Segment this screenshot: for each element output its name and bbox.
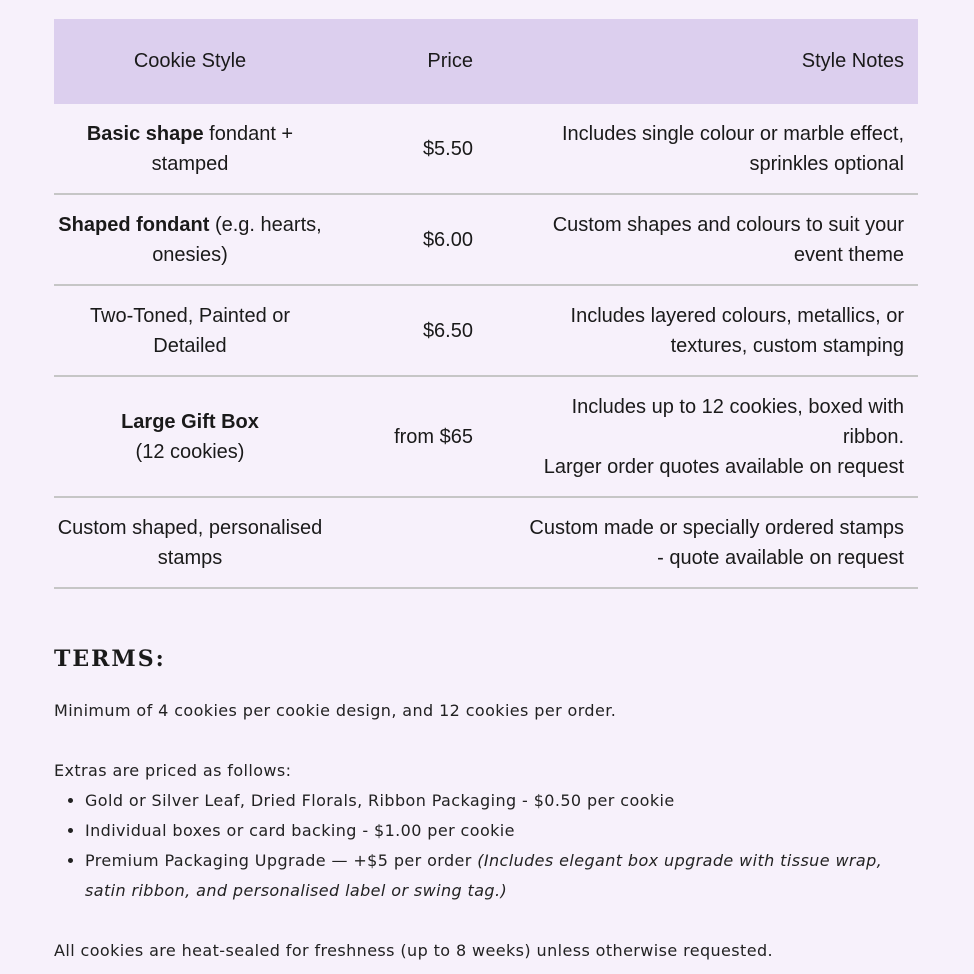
table-header <box>54 19 918 104</box>
notes-line: Custom made or specially ordered stamps <box>529 516 904 539</box>
cookie-style-bold: Basic shape <box>86 122 204 145</box>
style-notes-cell <box>473 392 918 482</box>
extras-list <box>54 786 914 906</box>
extra-text: Individual boxes or card backing - $1.00 per cookie <box>85 821 515 840</box>
notes-line: ribbon. <box>842 425 904 448</box>
minimum-order-text: Minimum of 4 cookies per cookie design, and 12 cookies per order. <box>54 701 617 720</box>
extra-note: (Includes elegant box upgrade with tissue wrap, satin ribbon, and personalised label or swing tag.) <box>85 851 883 900</box>
cookie-style-text: Two-Toned, Painted or Detailed <box>89 304 291 357</box>
price-cell: $5.50 <box>422 137 473 160</box>
table-row <box>54 195 918 286</box>
cookie-style-bold: Large Gift Box <box>121 410 259 433</box>
cookie-style-cell <box>54 513 326 573</box>
cookie-style-text: Custom shaped, personalised stamps <box>57 516 323 569</box>
header-style-notes: Style Notes <box>801 50 904 72</box>
table-row <box>54 498 918 589</box>
notes-line: Includes up to 12 cookies, boxed with <box>571 395 904 418</box>
cookie-style-bold: Shaped fondant <box>58 213 210 236</box>
list-item <box>85 816 914 846</box>
freshness-note: All cookies are heat-sealed for freshness (up to 8 weeks) unless otherwise requested. <box>54 941 773 960</box>
cookie-style-cell <box>54 210 326 270</box>
notes-line: Custom shapes and colours to suit your <box>552 213 904 236</box>
cookie-style-text: fondant + stamped <box>151 122 294 175</box>
notes-line: event theme <box>793 243 904 266</box>
list-item <box>85 786 914 816</box>
notes-line: Larger order quotes available on request <box>543 455 904 478</box>
cookie-style-text: (12 cookies) <box>135 440 245 463</box>
notes-line: textures, custom stamping <box>670 334 904 357</box>
pricing-table <box>54 19 918 589</box>
header-cookie-style: Cookie Style <box>133 50 247 72</box>
extras-intro: Extras are priced as follows: <box>54 761 292 780</box>
price-cell: from $65 <box>394 425 473 448</box>
notes-line: Includes layered colours, metallics, or <box>570 304 904 327</box>
cookie-style-cell <box>54 407 326 467</box>
price-cell: $6.00 <box>422 228 473 251</box>
price-cell: $6.50 <box>422 319 473 342</box>
cookie-style-text: (e.g. hearts, onesies) <box>152 213 322 266</box>
table-row <box>54 104 918 195</box>
header-price: Price <box>427 50 473 72</box>
terms-heading: TERMS: <box>54 646 166 672</box>
table-row <box>54 377 918 498</box>
style-notes-cell <box>473 301 918 361</box>
extra-text: Gold or Silver Leaf, Dried Florals, Ribbon Packaging - $0.50 per cookie <box>85 791 675 810</box>
notes-line: sprinkles optional <box>749 152 904 175</box>
extra-text: Premium Packaging Upgrade — +$5 per order <box>85 851 478 870</box>
notes-line: Includes single colour or marble effect, <box>561 122 904 145</box>
list-item <box>85 846 914 906</box>
notes-line: - quote available on request <box>657 546 904 569</box>
cookie-style-cell <box>54 301 326 361</box>
style-notes-cell <box>473 210 918 270</box>
terms-section <box>54 696 914 966</box>
style-notes-cell <box>473 513 918 573</box>
table-row <box>54 286 918 377</box>
style-notes-cell <box>473 119 918 179</box>
cookie-style-cell <box>54 119 326 179</box>
